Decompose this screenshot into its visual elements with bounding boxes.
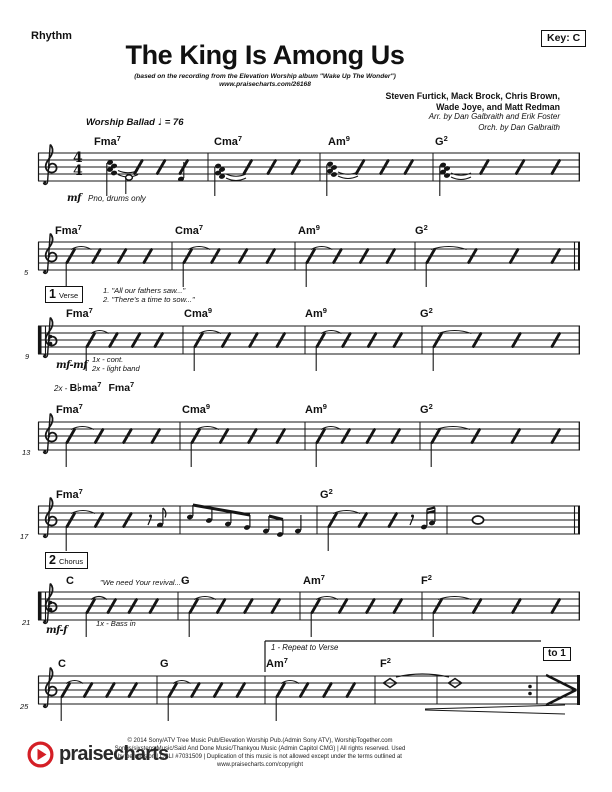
praisecharts-logo-text: praisecharts: [59, 743, 169, 765]
chord-symbol: $G^2$: [320, 486, 333, 501]
measure-number: 21: [22, 618, 31, 627]
chord-symbol: Cma$^7$: [175, 222, 204, 237]
chord-symbol: $G^2$: [435, 133, 448, 148]
chord-symbol: $G^2$: [420, 401, 433, 416]
chord-symbol: Am$^9$: [298, 222, 320, 237]
lyric-cue: 1. "All our fathers saw...": [103, 286, 186, 295]
chord-symbol: $G^2$: [420, 305, 433, 320]
chord-symbol: Am$^9$: [305, 305, 327, 320]
chord-symbol: G: [181, 575, 190, 587]
measure-number: 9: [25, 352, 30, 361]
rehearsal-mark-chorus: 2 Chorus: [45, 552, 88, 569]
rehearsal-mark-verse: 1 Verse: [45, 286, 83, 303]
song-title: The King Is Among Us: [125, 40, 405, 70]
chord-symbol: Fma$^7$: [56, 401, 83, 416]
arranger-credit: Arr. by Dan Galbraith and Erik Foster: [428, 112, 560, 121]
measure-number: 13: [22, 448, 31, 457]
praisecharts-logo-icon: [27, 741, 54, 768]
volta-label: 1 - Repeat to Verse: [271, 643, 339, 652]
authors-line: Wade Joye, and Matt Redman: [436, 101, 560, 112]
chord-symbol: Am$^9$: [305, 401, 327, 416]
copyright-block: [95, 737, 425, 769]
quarter-note-icon: ♩: [157, 117, 163, 128]
orchestrator-credit: Orch. by Dan Galbraith: [478, 122, 560, 132]
credits-block: [385, 91, 560, 133]
performance-note: 1x - cont.: [92, 355, 124, 364]
chord-symbol: Cma$^9$: [182, 401, 211, 416]
lyric-cue: 2. "There's a time to sow...": [103, 295, 195, 305]
chord-symbol: G: [160, 658, 169, 670]
chord-symbol: Cma$^7$: [214, 133, 243, 148]
copyright-line: by permission | CCLI #7031509 | Duplication of this music is not allowed except under the terms outlined at: [118, 754, 402, 760]
chord-symbol: C: [58, 658, 66, 670]
chord-symbol: Fma$^7$: [56, 486, 83, 501]
authors-line: Steven Furtick, Mack Brock, Chris Brown,: [385, 91, 560, 101]
chord-symbol: Am$^7$: [303, 572, 325, 587]
chord-symbol: C: [66, 575, 74, 587]
title-block: [0, 41, 530, 88]
chord-symbol: Am$^9$: [328, 133, 350, 148]
chord-symbol: Am$^7$: [266, 655, 288, 670]
performance-note: 2x - light band: [92, 364, 140, 374]
chord-symbol: Fma$^7$: [55, 222, 82, 237]
performance-note: 1x - Bass in: [96, 619, 136, 628]
dynamic-marking: mf: [67, 193, 81, 204]
song-url: www.praisecharts.com/26168: [219, 81, 311, 88]
chord-symbol: Fma$^7$: [66, 305, 93, 320]
lyric-cues: [103, 286, 195, 305]
jump-box: to 1: [543, 647, 571, 661]
chord-symbol: Cma$^9$: [184, 305, 213, 320]
measure-number: 5: [24, 268, 29, 277]
chord-symbol: $G^2$: [415, 222, 428, 237]
time-signature-bottom: 4: [73, 163, 83, 179]
tempo-marking: [86, 117, 184, 128]
dynamic-marking: mf-f: [46, 625, 67, 636]
chord-symbol: Fma$^7$: [94, 133, 121, 148]
performance-notes: [92, 355, 140, 374]
tempo-style: Worship Ballad: [86, 117, 155, 128]
copyright-line: www.praisecharts.com/copyright: [216, 762, 304, 768]
chord-symbol: $F^2$: [421, 572, 432, 587]
measure-number: 25: [20, 702, 29, 711]
key-badge: Key: C: [541, 30, 586, 47]
song-subtitle: (based on the recording from the Elevation Worship album "Wake Up The Wonder"): [134, 73, 396, 80]
dynamic-marking: mf-mf: [56, 360, 88, 371]
lyric-cue: "We need Your revival...": [100, 578, 184, 587]
chord-symbol: $F^2$: [380, 655, 391, 670]
measure-number: 17: [20, 532, 29, 541]
time-signature-top: 4: [73, 150, 83, 166]
copyright-line: Songs/sixsteps Music/Said And Done Music/Thankyou Music (Admin Capitol CMG) | All rights reserved. Used: [114, 746, 406, 752]
part-label: Rhythm: [31, 30, 72, 42]
performance-note: Pno, drums only: [88, 194, 146, 203]
tempo-bpm: = 76: [164, 117, 184, 128]
copyright-line: © 2014 Sony/ATV Tree Music Pub/Elevation Worship Pub.(Admin Sony ATV), WorshipTogether.com: [127, 738, 393, 744]
alternate-chords-line: 2x - B♭ma7 Fma7: [54, 379, 135, 394]
